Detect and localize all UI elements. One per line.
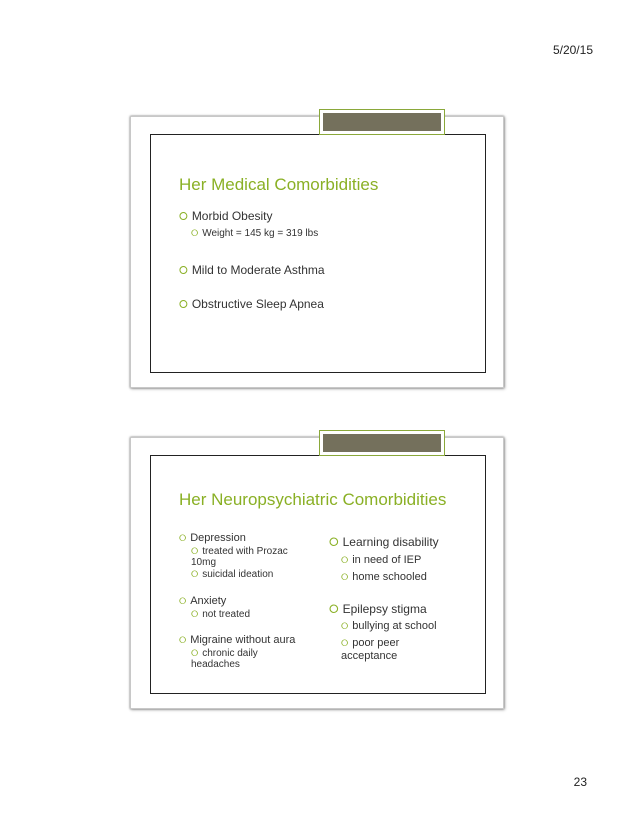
ring-bullet-icon: ⭘ xyxy=(191,648,199,658)
ring-bullet-icon: ⭘ xyxy=(341,572,349,582)
sub-bullet-item: ⭘ Weight = 145 kg = 319 lbs xyxy=(191,228,319,239)
bullet-item: ⭘ Epilepsy stigma xyxy=(329,602,427,616)
ring-bullet-icon: ⭘ xyxy=(191,609,199,619)
ring-bullet-icon: ⭘ xyxy=(191,228,199,238)
slide-title: Her Medical Comorbidities xyxy=(179,175,379,194)
sub-bullet-item: ⭘ treated with Prozac 10mg xyxy=(191,546,288,568)
slide-medical-comorbidities xyxy=(130,116,504,388)
bullet-item: ⭘ Mild to Moderate Asthma xyxy=(179,263,325,277)
bullet-item: ⭘ Migraine without aura xyxy=(179,634,296,646)
bullet-item: ⭘ Obstructive Sleep Apnea xyxy=(179,297,324,311)
sub-bullet-item: ⭘ not treated xyxy=(191,609,251,620)
page-number: 23 xyxy=(573,775,587,789)
ring-bullet-icon: ⭘ xyxy=(179,211,188,223)
bullet-item: ⭘ Morbid Obesity xyxy=(179,209,273,223)
ring-bullet-icon: ⭘ xyxy=(191,569,199,579)
slide-tab-decoration xyxy=(320,110,444,134)
ring-bullet-icon: ⭘ xyxy=(341,555,349,565)
slide-neuropsychiatric-comorbidities xyxy=(130,437,504,709)
ring-bullet-icon: ⭘ xyxy=(329,602,339,616)
ring-bullet-icon: ⭘ xyxy=(341,638,349,648)
sub-bullet-item: ⭘ poor peer acceptance xyxy=(341,637,400,662)
bullet-item: ⭘ Depression xyxy=(179,532,246,544)
ring-bullet-icon: ⭘ xyxy=(179,265,188,277)
sub-bullet-item: ⭘ chronic daily headaches xyxy=(191,648,258,670)
page-date: 5/20/15 xyxy=(552,43,593,57)
ring-bullet-icon: ⭘ xyxy=(341,621,349,631)
ring-bullet-icon: ⭘ xyxy=(179,635,187,645)
sub-bullet-item: ⭘ bullying at school xyxy=(341,620,437,632)
slide-frame xyxy=(150,134,486,373)
slide-tab-decoration xyxy=(320,431,444,455)
ring-bullet-icon: ⭘ xyxy=(179,299,188,311)
ring-bullet-icon: ⭘ xyxy=(179,533,187,543)
sub-bullet-item: ⭘ home schooled xyxy=(341,571,427,583)
ring-bullet-icon: ⭘ xyxy=(191,546,199,556)
sub-bullet-item: ⭘ in need of IEP xyxy=(341,554,422,566)
sub-bullet-item: ⭘ suicidal ideation xyxy=(191,569,274,580)
bullet-item: ⭘ Anxiety xyxy=(179,595,227,607)
slide-title: Her Neuropsychiatric Comorbidities xyxy=(179,490,447,509)
bullet-item: ⭘ Learning disability xyxy=(329,535,439,549)
ring-bullet-icon: ⭘ xyxy=(179,596,187,606)
ring-bullet-icon: ⭘ xyxy=(329,535,339,549)
